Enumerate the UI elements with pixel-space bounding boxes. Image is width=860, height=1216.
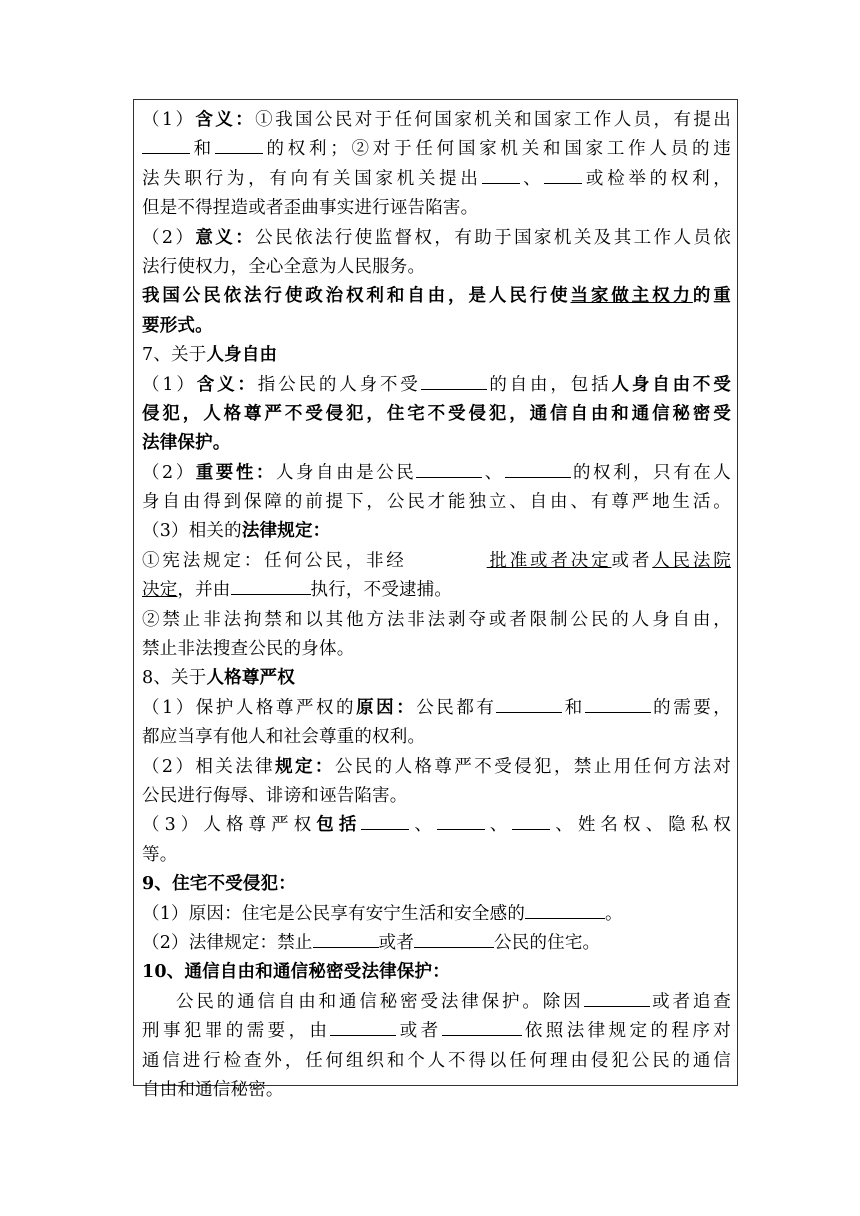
fill-blank[interactable] <box>330 1019 396 1036</box>
text-line <box>142 194 731 223</box>
fill-blank[interactable] <box>584 990 650 1007</box>
fill-blank[interactable] <box>525 902 605 919</box>
text: 法失职行为，有向有关国家机关提出 <box>142 168 482 189</box>
text-line <box>142 811 731 840</box>
text: （1）原因：住宅是公民享有安宁生活和安全感的 <box>142 903 526 924</box>
text: 要形式。 <box>142 315 213 336</box>
fill-blank[interactable] <box>442 1019 522 1036</box>
fill-blank[interactable] <box>361 813 409 830</box>
term-label: 原因： <box>356 697 417 718</box>
text: 公民依法行使监督权，有助于国家机关及其工作人员依 <box>255 227 731 248</box>
text-line <box>142 429 731 458</box>
text: 的权利，只有在人 <box>570 462 731 483</box>
item-number: （1） <box>142 374 197 395</box>
text: 的自由，包括 <box>486 374 612 395</box>
text: 公民进行侮辱、诽谤和诬告陷害。 <box>142 785 408 806</box>
section-title: 人身自由 <box>206 345 278 366</box>
text: 或检举的权利， <box>582 168 731 189</box>
text: 。 <box>605 903 623 924</box>
fill-blank[interactable] <box>585 696 651 713</box>
section-number: 8、关于 <box>142 668 207 689</box>
text: 刑事犯罪的需要，由 <box>142 1021 331 1042</box>
text-line <box>142 723 731 752</box>
text: （2）法律规定：禁止 <box>142 932 313 953</box>
term-label: 法律规定： <box>241 521 331 542</box>
text: 执行，不受逮捕。 <box>310 580 453 601</box>
text: 的重 <box>692 286 731 307</box>
fill-blank[interactable] <box>512 813 550 830</box>
term-label: 含义： <box>196 374 258 395</box>
fill-blank[interactable] <box>414 931 494 948</box>
underlined-term: 当家做主权力 <box>570 286 693 307</box>
text-line <box>142 135 731 164</box>
text: 依照法律规定的程序对 <box>521 1021 731 1042</box>
text: ②禁止非法拘禁和以其他方法非法剥夺或者限制公民的人身自由， <box>142 609 731 630</box>
text-line <box>142 782 731 811</box>
fill-blank[interactable] <box>231 578 311 595</box>
fill-blank[interactable] <box>505 461 571 478</box>
text-line <box>142 312 731 341</box>
underlined-term: 批准或者决定 <box>486 550 612 571</box>
text: 的权利；②对于任何国家机关和国家工作人员的违 <box>262 139 731 160</box>
text-line <box>142 400 731 429</box>
text: 指公民的人身不受 <box>257 374 421 395</box>
text: 、 <box>482 462 505 483</box>
text: 人身自由是公民 <box>275 462 417 483</box>
text: （3）相关的 <box>142 521 242 542</box>
term-label: 包括 <box>316 815 362 836</box>
section-title: 10、通信自由和通信秘密受法律保护： <box>142 962 450 983</box>
text-line <box>142 106 731 135</box>
underlined-phrase <box>407 551 612 571</box>
text-line <box>142 753 731 782</box>
text: 和 <box>562 697 585 718</box>
text: 通信进行检查外，任何组织和个人不得以任何理由侵犯公民的通信 <box>142 1050 731 1071</box>
fill-blank[interactable] <box>215 137 263 154</box>
text: （1）保护人格尊严权的 <box>142 697 357 718</box>
text: 公民的通信自由和通信秘密受法律保护。除因 <box>176 991 584 1012</box>
section-title: 9、住宅不受侵犯： <box>142 874 296 895</box>
text-line <box>142 1076 731 1105</box>
section-heading <box>142 958 731 987</box>
term-label: 规定： <box>275 756 335 777</box>
fill-blank[interactable] <box>544 167 582 184</box>
fill-blank[interactable] <box>416 461 482 478</box>
text-line <box>142 635 731 664</box>
term-label: 意义： <box>195 227 256 248</box>
text: 等。 <box>142 844 178 865</box>
term-label: 重要性： <box>195 462 276 483</box>
text: 或者追查 <box>649 991 731 1012</box>
text: 侵犯，人格尊严不受侵犯，住宅不受侵犯，通信自由和通信秘密受 <box>142 403 731 424</box>
text-line <box>142 576 731 605</box>
text-line <box>142 282 731 311</box>
fill-blank[interactable] <box>421 373 487 390</box>
text: 、 <box>484 815 513 836</box>
text-line <box>142 253 731 282</box>
fill-blank[interactable] <box>437 813 485 830</box>
section-heading <box>142 870 731 899</box>
text: 都应当享有他人和社会尊重的权利。 <box>142 727 426 748</box>
text-line <box>142 488 731 517</box>
fill-blank[interactable] <box>496 696 562 713</box>
text: 、 <box>409 815 437 836</box>
text: 法行使权力，全心全意为人民服务。 <box>142 256 426 277</box>
underlined-term: 人民法院 <box>652 550 731 571</box>
text: ，并由 <box>177 580 231 601</box>
fill-blank[interactable] <box>313 931 379 948</box>
underlined-term: 决定 <box>142 580 178 601</box>
item-number: （2） <box>142 462 196 483</box>
text: 、姓名权、隐私权 <box>550 815 731 836</box>
text: （3）人格尊严权 <box>142 815 317 836</box>
text-line <box>142 165 731 194</box>
text: 身自由得到保障的前提下，公民才能独立、自由、有尊严地生活。 <box>142 492 731 513</box>
text-line <box>142 900 731 929</box>
term-label: 含义： <box>195 110 256 130</box>
text-line <box>142 547 731 576</box>
bold-text: 人身自由不受 <box>611 374 731 395</box>
item-number: （2） <box>142 227 196 248</box>
text-line <box>142 517 731 546</box>
text: 或者 <box>378 932 415 953</box>
section-heading <box>142 664 731 693</box>
text: 和 <box>190 139 215 160</box>
text: 我国公民依法行使政治权利和自由，是人民行使 <box>142 286 571 307</box>
text-line <box>142 1017 731 1046</box>
text: 法律保护。 <box>142 433 231 454</box>
text: 禁止非法搜查公民的身体。 <box>142 639 355 660</box>
text: 公民的人格尊严不受侵犯，禁止用任何方法对 <box>334 756 731 777</box>
text: 或者 <box>611 550 653 571</box>
item-number: （1） <box>142 110 196 130</box>
text-line <box>142 841 731 870</box>
fill-blank[interactable] <box>142 137 190 154</box>
text: 的需要， <box>650 697 731 718</box>
text: 、 <box>519 168 545 189</box>
text-line <box>142 694 731 723</box>
text: 公民都有 <box>416 697 497 718</box>
fill-blank[interactable] <box>482 167 520 184</box>
text-line <box>142 929 731 958</box>
text: 自由和通信秘密。 <box>142 1079 284 1100</box>
text: 或者 <box>396 1021 442 1042</box>
text-line <box>142 459 731 488</box>
text: 公民的住宅。 <box>494 932 601 953</box>
text: ①宪法规定：任何公民，非经 <box>142 550 407 571</box>
fill-blank[interactable] <box>407 550 487 566</box>
text: ①我国公民对于任何国家机关和国家工作人员，有提出 <box>255 110 731 130</box>
text-line <box>142 606 731 635</box>
text-line <box>142 988 731 1017</box>
content-box <box>133 99 738 1100</box>
section-heading <box>142 341 731 370</box>
text-line <box>142 1047 731 1076</box>
text-line <box>142 224 731 253</box>
text: 但是不得捏造或者歪曲事实进行诬告陷害。 <box>142 198 479 219</box>
section-title: 人格尊严权 <box>206 668 295 689</box>
text-line <box>142 371 731 400</box>
text: （2）相关法律 <box>142 756 276 777</box>
section-number: 7、关于 <box>142 345 207 366</box>
